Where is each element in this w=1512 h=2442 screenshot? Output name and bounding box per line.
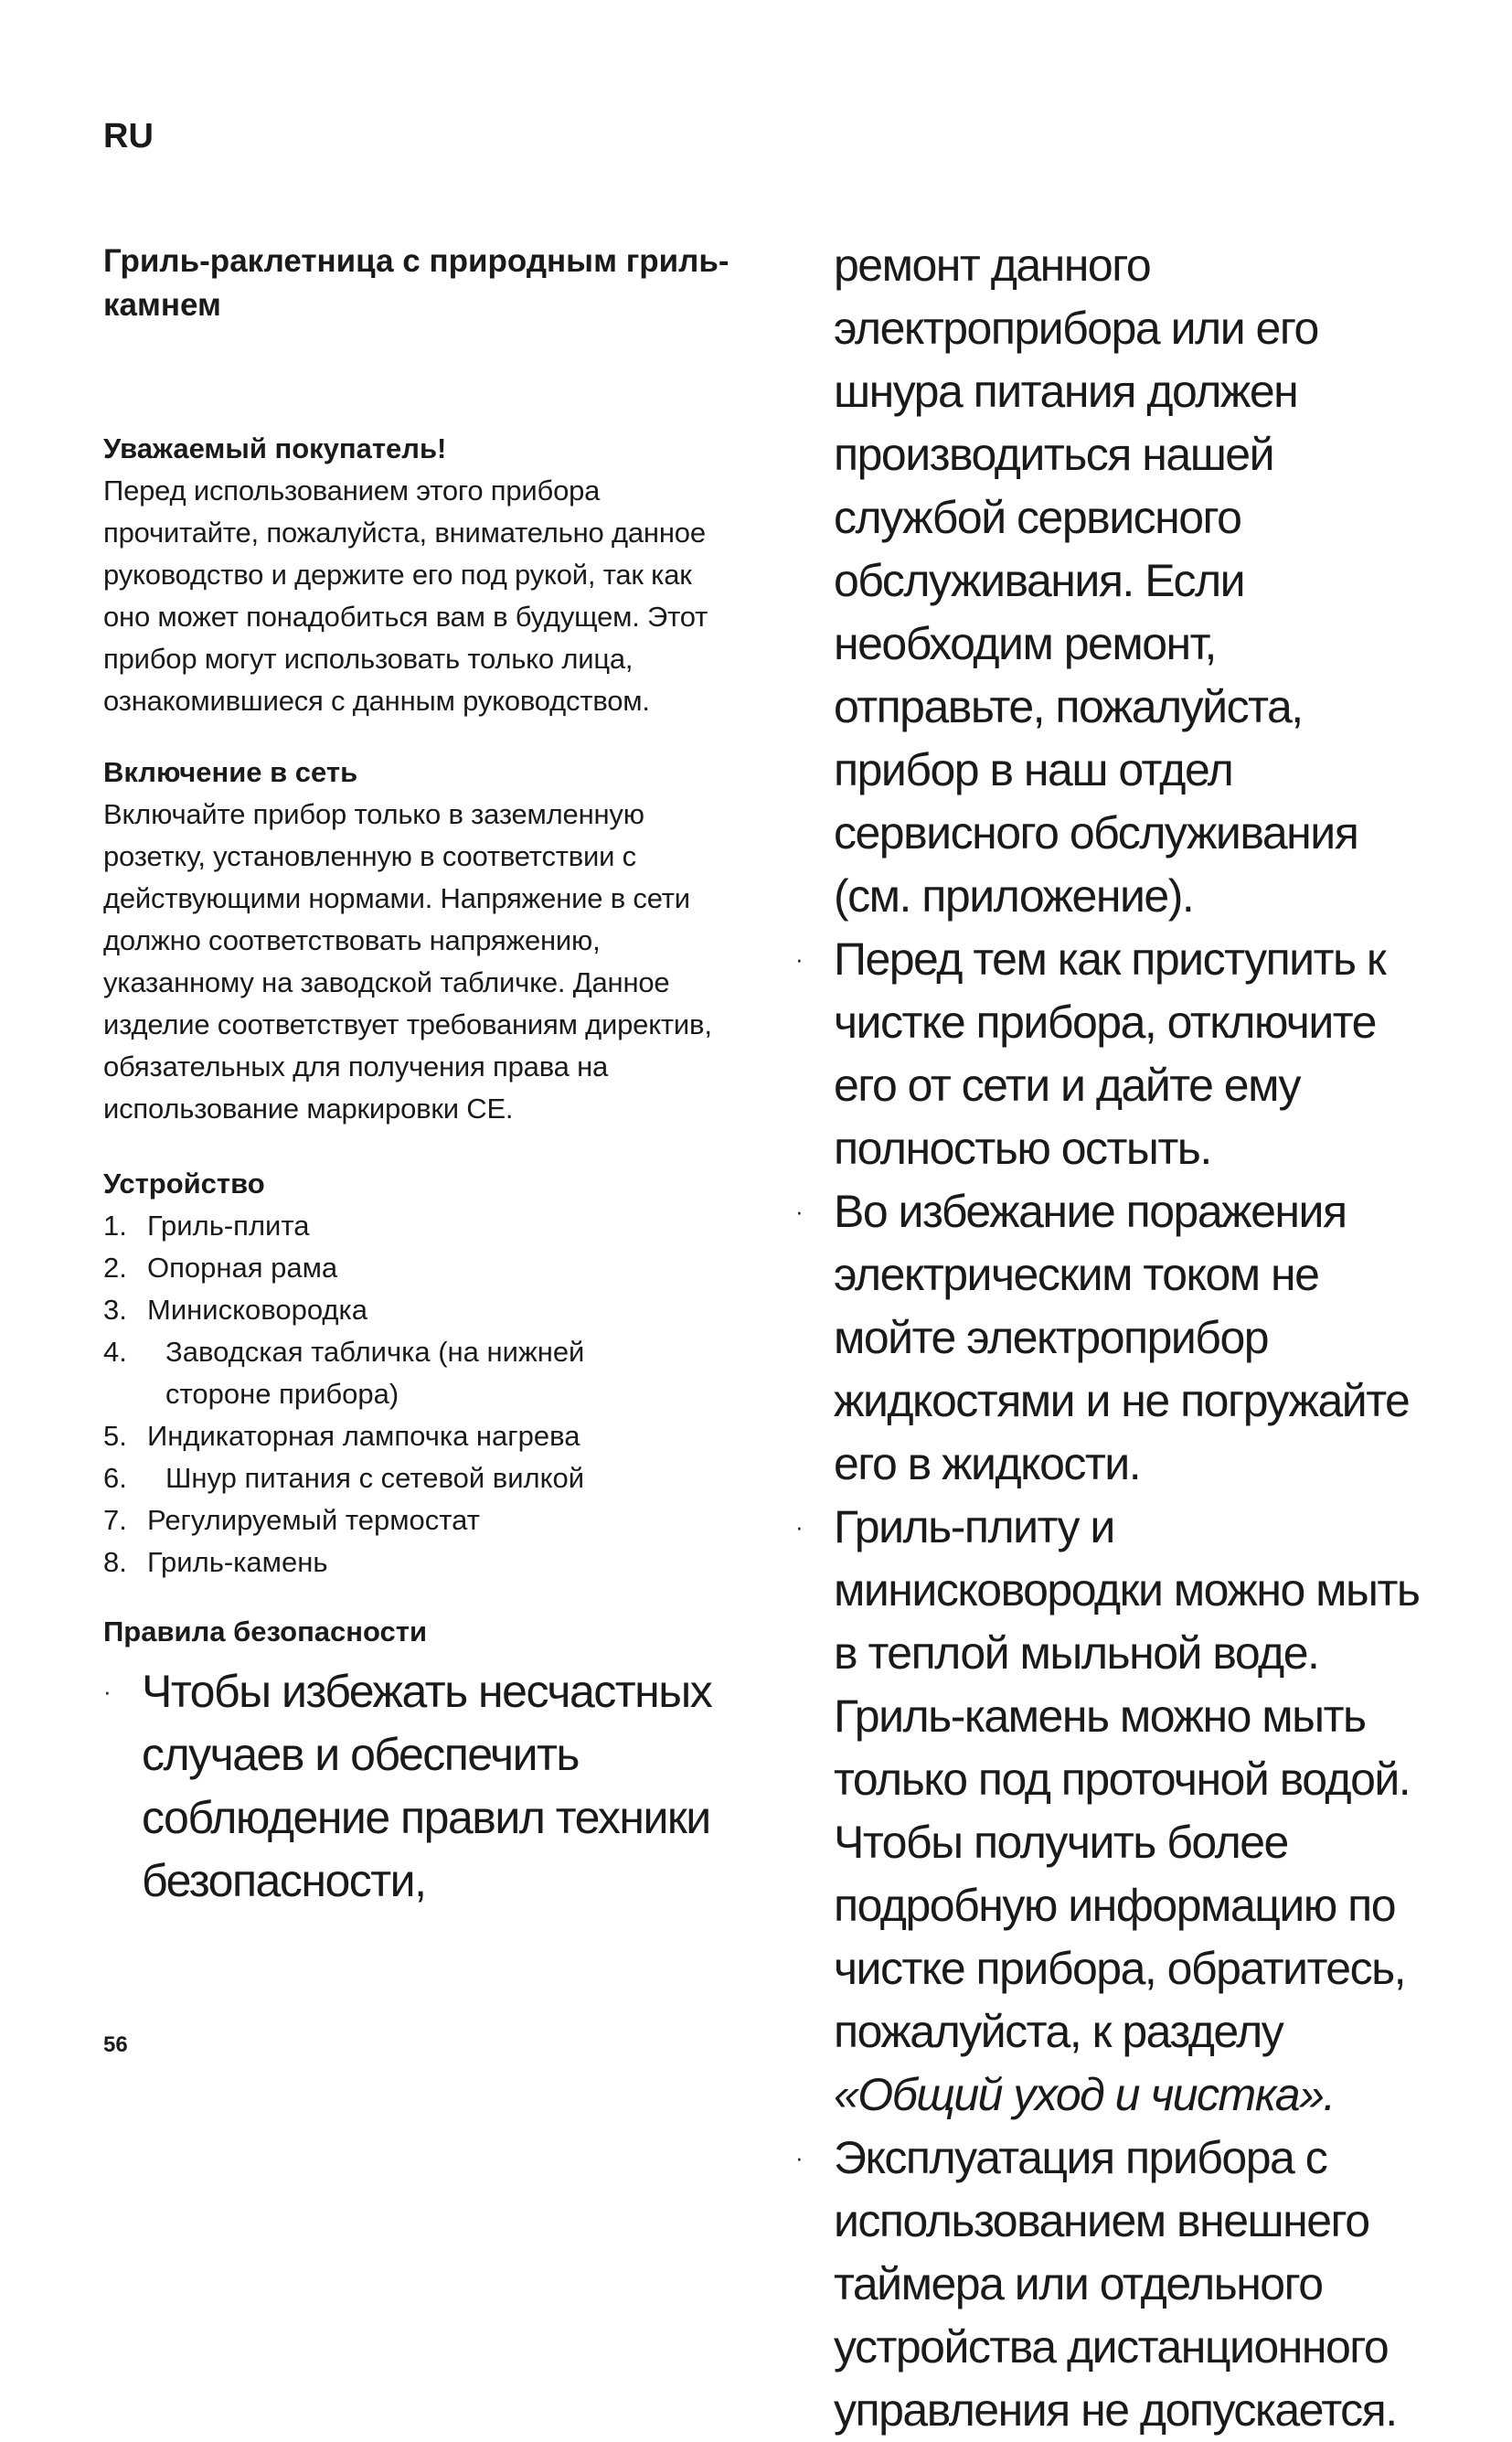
device-parts-list [103, 1205, 743, 1584]
safety-item-text: Чтобы избежать несчастных случаев и обеспечить соблюдение правил техники безопасности, [142, 1666, 712, 1906]
item-label: Шнур питания с сетевой вилкой [165, 1462, 585, 1494]
safety-item-continued: ремонт данного электроприбора или его шнура питания должен производиться нашей службой сервисного обслуживания. Если необходим ремонт, отправьте, пожалуйста, прибор в наш отдел сервисного обслуживания (см. приложение). [834, 240, 1358, 922]
item-number: 2. [103, 1252, 127, 1284]
document-title: Гриль-раклетница с природным гриль-камнем [103, 243, 729, 323]
item-label: Регулируемый термостат [147, 1504, 480, 1536]
right-column [795, 240, 1426, 2442]
item-label: Минисковородка [147, 1294, 367, 1326]
list-item [103, 1415, 743, 1457]
bullet-icon: · [795, 1198, 803, 1225]
item-label: Опорная рама [147, 1252, 338, 1284]
item-number: 8. [103, 1546, 127, 1578]
safety-section [103, 1611, 743, 1913]
list-item [795, 1496, 1426, 2127]
item-number: 1. [103, 1210, 127, 1242]
intro-heading: Уважаемый покупатель! [103, 432, 447, 464]
spacer [103, 1130, 743, 1163]
bullet-icon: · [795, 945, 803, 973]
page-number: 56 [103, 2032, 128, 2057]
list-item [103, 1660, 743, 1913]
safety-item-text: Перед тем как приступить к чистке прибора, отключите его от сети и дайте ему полностью остыть. [834, 933, 1386, 1174]
item-label: Заводская табличка (на нижней стороне прибора) [165, 1336, 585, 1410]
list-item [103, 1205, 743, 1247]
safety-list-start [103, 1660, 743, 1913]
list-item [795, 928, 1426, 1180]
intro-section [103, 428, 743, 722]
safety-item-text: Гриль-плиту и минисковородки можно мыть в теплой мыльной воде. Гриль-камень можно мыть только под проточной водой. Чтобы получить более подробную информацию по чистке прибора, обратитесь, пожалуйста, к разделу [834, 1501, 1420, 2057]
item-number: 3. [103, 1294, 127, 1326]
safety-item-text: Во избежание поражения электрическим током не мойте электроприбор жидкостями и не погружайте его в жидкости. [834, 1186, 1410, 1489]
item-number: 7. [103, 1504, 127, 1536]
language-code: RU [103, 117, 154, 155]
power-section [103, 752, 743, 1130]
safety-item-text: Эксплуатация прибора с использованием внешнего таймера или отдельного устройства дистанционного управления не допускается. [834, 2132, 1397, 2436]
list-item [103, 1289, 743, 1331]
list-item [795, 1180, 1426, 1496]
power-text: Включайте прибор только в заземленную розетку, установленную в соответствии с действующими нормами. Напряжение в сети должно соответствовать напряжению, указанному на заводской табличке. Данное изделие соответствует требованиям директив, обязательных для получения права на использование маркировки CE. [103, 798, 712, 1125]
item-label: Гриль-плита [147, 1210, 310, 1242]
spacer [103, 327, 743, 428]
bullet-icon: · [795, 1513, 803, 1541]
spacer [103, 722, 743, 752]
list-item [795, 2127, 1426, 2442]
list-item [103, 1541, 743, 1584]
list-item [103, 1499, 743, 1541]
list-item [103, 1331, 743, 1415]
device-section [103, 1163, 743, 1584]
item-number: 5. [103, 1420, 127, 1452]
safety-list-continued [795, 928, 1426, 2442]
power-heading: Включение в сеть [103, 756, 358, 788]
list-item [103, 1457, 743, 1499]
list-item [103, 1247, 743, 1289]
item-label: Гриль-камень [147, 1546, 328, 1578]
safety-heading: Правила безопасности [103, 1616, 428, 1648]
left-column [103, 240, 743, 1913]
intro-text: Перед использованием этого прибора прочитайте, пожалуйста, внимательно данное руководство и держите его под рукой, так как оно может понадобиться вам в будущем. Этот прибор могут использовать только лица, ознакомившиеся с данным руководством. [103, 475, 708, 717]
bullet-icon: · [103, 1678, 111, 1705]
item-label: Индикаторная лампочка нагрева [147, 1420, 580, 1452]
item-number: 6. [103, 1462, 127, 1494]
bullet-icon: · [795, 2144, 803, 2171]
section-reference: «Общий уход и чистка». [834, 2069, 1335, 2120]
item-number: 4. [103, 1336, 127, 1368]
device-heading: Устройство [103, 1168, 265, 1200]
spacer [103, 1584, 743, 1611]
